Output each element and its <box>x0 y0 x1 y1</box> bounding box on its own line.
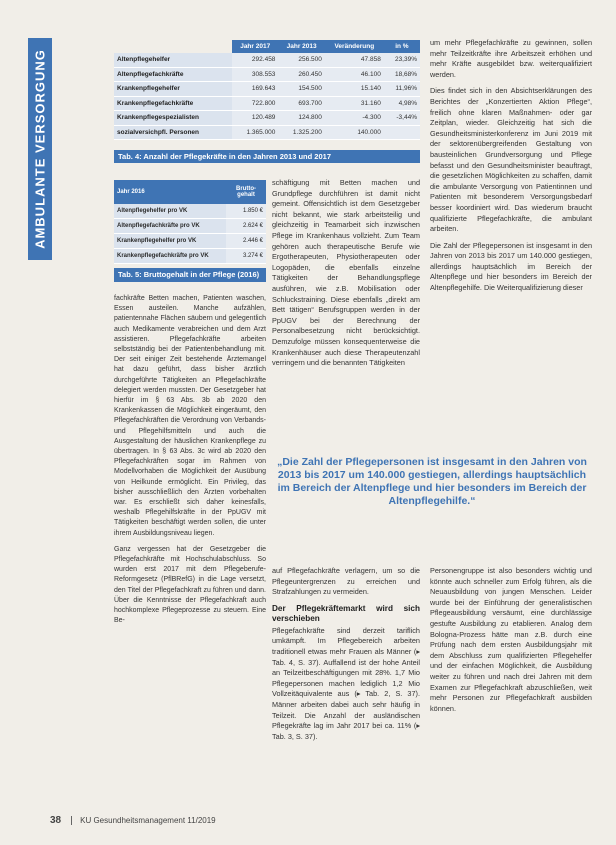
table-header-row <box>114 40 420 53</box>
table-row <box>114 82 420 97</box>
section-heading: Der Pflegekräftemarkt wird sich verschieben <box>272 603 420 623</box>
table-caregiver-count <box>114 40 420 140</box>
cell: 23,39% <box>384 53 420 67</box>
paragraph: Dies findet sich in den Absichtserklärungen des Berichtes der „Konzertierten Aktion Pflege“, freilich ohne klaren Maßnahmen- oder gar Zeitplan, wieder. Gleichzeitig hat sich die Gesundheitsministerkonferenz im Juni 2019 mit der sektorenübergreifenden Gestaltung von bausteinlichen Grundversorgung und Pflege befasst und den Gesundheitsminister beauftragt, die gesetzlichen Möglichkeiten zu schaffen, damit die ambulante Versorgung von Patientinnen und Patienten mit besonderem Versorgungsbedarf besser koordiniert wird. Das wiederum braucht qualifizierte Pflegefachkräfte, die ambulant arbeiten. <box>430 86 592 234</box>
cell: 2.446 € <box>226 234 266 249</box>
paragraph: um mehr Pflegefachkräfte zu gewinnen, sollen mehr Teilzeitkräfte ihre Arbeitszeit erhöhen und mehr Kräfte ausgebildet bzw. weiterqualifiziert werden. <box>430 38 592 79</box>
table-caption: Tab. 4: Anzahl der Pflegekräfte in den Jahren 2013 und 2017 <box>114 150 420 163</box>
table-header-cell: Jahr 2013 <box>278 40 324 53</box>
cell: 15.140 <box>325 82 384 97</box>
row-label: Altenpflegefachkräfte <box>114 67 232 82</box>
section-label: AMBULANTE VERSORGUNG <box>32 49 48 249</box>
paragraph: Die Zahl der Pflegepersonen ist insgesamt in den Jahren von 2013 bis 2017 um 140.000 gestiegen, allerdings hauptsächlich im Bereich der Altenpflege und hier besonders im Bereich der Altenpflegehilfe. Die Weiterqualifizierung dieser <box>430 240 592 293</box>
row-label: Krankenpflegespezialisten <box>114 111 232 126</box>
section-sidebar <box>28 38 52 260</box>
table-row <box>114 234 266 249</box>
row-label: Altenpflegehelfer <box>114 53 232 67</box>
paragraph: auf Pflegefachkräfte verlagern, um so die Pflegeuntergrenzen zu erreichen und Strafzahlungen zu vermeiden. <box>272 566 420 597</box>
cell: 1.365.000 <box>232 125 278 140</box>
text-column <box>272 566 420 748</box>
text-column <box>272 178 420 375</box>
row-label: Krankenpflegehelfer pro VK <box>114 234 226 249</box>
cell: -4.300 <box>325 111 384 126</box>
text-column <box>114 294 266 633</box>
table-header-cell: Jahr 2017 <box>232 40 278 53</box>
table-header-cell: in % <box>384 40 420 53</box>
table-row <box>114 96 420 111</box>
table-row <box>114 204 266 219</box>
cell: 256.500 <box>278 53 324 67</box>
journal-name: KU Gesundheitsmanagement 11/2019 <box>80 816 216 825</box>
row-label: Krankenpflegehelfer <box>114 82 232 97</box>
table-header-cell: Brutto-gehalt <box>226 180 266 204</box>
cell: 2.624 € <box>226 219 266 234</box>
row-label: Krankenpflegefachkräfte pro VK <box>114 249 226 264</box>
cell: 722.800 <box>232 96 278 111</box>
cell: 124.800 <box>278 111 324 126</box>
cell: -3,44% <box>384 111 420 126</box>
pull-quote: „Die Zahl der Pflegepersonen ist insgesamt in den Jahren von 2013 bis 2017 um 140.000 gestiegen, allerdings hauptsächlich im Bereich der Altenpflege und hier besonders im Bereich der Altenpflegehilfe.“ <box>277 456 587 507</box>
table-row <box>114 67 420 82</box>
table-row <box>114 125 420 140</box>
row-label: sozialversichpfl. Personen <box>114 125 232 140</box>
paragraph: schäftigung mit Betten machen und Grundpflege durchführen ist damit nicht gemeint. Offensichtlich ist dem Gesetzgeber nicht bekannt, wie stark arbeitsteilig und gleichzeitig in Teamarbeit sich inzwischen Pflege im Krankenhaus vollzieht. Zum Team gehören auch therapeutische Berufe wie Ergotherapeuten, Physiotherapeuten oder Logopäden, die ebenfalls einzelne Tätigkeiten der Behandlungspflege ausführen, wie z.B. Mobilisation oder Schluckstraining. Diese ebenfalls „direkt am Bett tätigen“ Berufsgruppen werden in der PpUGV bei der Berechnung der Personalbesetzung nicht berücksichtigt. Demzufolge müssen konsequenterweise die Krankenhäuser auch diese Therapeutenzahl verringern und die benannten Tätigkeiten <box>272 178 420 368</box>
text-column <box>430 566 592 720</box>
cell: 3.274 € <box>226 249 266 264</box>
cell: 18,68% <box>384 67 420 82</box>
paragraph: Ganz vergessen hat der Gesetzgeber die Pflegefachkräfte mit Hochschulabschluss. So wurden erst 2017 mit dem Pflegeberufe-Reformgesetz (PflBRefG) in die Lage versetzt, den Titel der Pflegefachkraft zu führen und dann. Über die Kenntnisse der Pflegefachkraft auch hochkomplexe Pflegeprozesse zu steuern. Eine Be- <box>114 545 266 625</box>
cell: 154.500 <box>278 82 324 97</box>
table-caption: Tab. 5: Bruttogehalt in der Pflege (2016) <box>114 268 266 282</box>
table-row <box>114 111 420 126</box>
cell: 46.100 <box>325 67 384 82</box>
cell: 120.489 <box>232 111 278 126</box>
table-header-cell: Veränderung <box>325 40 384 53</box>
cell: 31.160 <box>325 96 384 111</box>
table-row <box>114 249 266 264</box>
cell: 47.858 <box>325 53 384 67</box>
row-label: Altenpflegefachkräfte pro VK <box>114 219 226 234</box>
table-row <box>114 53 420 67</box>
table-header-cell: Jahr 2016 <box>114 180 226 204</box>
page-footer <box>50 815 216 826</box>
cell: 169.643 <box>232 82 278 97</box>
cell: 11,96% <box>384 82 420 97</box>
cell: 1.325.200 <box>278 125 324 140</box>
table-header-cell <box>114 40 232 53</box>
cell: 260.450 <box>278 67 324 82</box>
footer-divider <box>71 816 72 825</box>
table-header-row <box>114 180 266 204</box>
cell: 693.700 <box>278 96 324 111</box>
cell <box>384 125 420 140</box>
row-label: Altenpflegehelfer pro VK <box>114 204 226 219</box>
cell: 1.850 € <box>226 204 266 219</box>
row-label: Krankenpflegefachkräfte <box>114 96 232 111</box>
cell: 308.553 <box>232 67 278 82</box>
table-gross-salary <box>114 180 266 264</box>
page-number: 38 <box>50 815 62 826</box>
table-row <box>114 219 266 234</box>
cell: 4,98% <box>384 96 420 111</box>
paragraph: Pflegefachkräfte sind derzeit tariflich umkämpft. Im Pflegebereich arbeiten traditionell etwas mehr Frauen als Männer (▸ Tab. 4, S. 37). Auffallend ist der hohe Anteil an Teilzeitbeschäftigungen mit 28%. 1,7 Mio Pflegepersonen machen lediglich 1,2 Mio Vollzeitäquivalente aus (▸ Tab. 2, S. 37). Männer arbeiten dabei auch sehr häufig in Teilzeit. Die Anzahl der ausländischen Pflegekräfte lag im Jahr 2017 bei ca. 11% (▸ Tab. 3, S. 37). <box>272 625 420 741</box>
cell: 292.458 <box>232 53 278 67</box>
cell: 140.000 <box>325 125 384 140</box>
paragraph: Personengruppe ist also besonders wichtig und könnte auch schneller zum Erfolg führen, als die Neuausbildung von jungen Menschen. Leider wurde bei der Einführung der generalistischen Pflegeausbildung versäumt, eine durchlässige gestufte Ausbildung zu etablieren. Analog dem Bologna-Prozess hätte man z.B. durch eine Prüfung nach dem ersten Ausbildungsjahr mit dem Abschluss zum qualifizierten Pflegehelfer und der einfachen Möglichkeit, die Ausbildung weiter zu führen und nach drei Jahren mit dem Examen zur Pflegefachkraft abzuschließen, weit mehr Personen zur Pflegefachkraft ausbilden können. <box>430 566 592 713</box>
text-column <box>430 38 592 300</box>
paragraph: fachkräfte Betten machen, Patienten waschen, Essen austeilen. Manche aufzählen, patientennahe Flächen säubern und gelegentlich auch Medikamente verabreichen und dem Arzt assistieren. Pflegefachkräfte arbeiten selbstständig bei der Patientenbehandlung mit. Der seit einiger Zeit bestehende Ärztemangel hat dazu geführt, dass bisher ärztlich durchgeführte Tätigkeiten an Pflegefachkräfte delegiert werden mussten. Der Gesetzgeber hat hierfür im § 63 Abs. 3b ab 2020 den Krankenkassen die Möglichkeit eingeräumt, den Pflegefachkräften die Verordnung von Verbands- und Pflegehilfsmitteln und auch die Ausgestaltung der häuslichen Krankenpflege zu übertragen. In § 63 Abs. 3c wird ab 2020 den Pflegefachkräften sogar im Rahmen von Modellvorhaben die Möglichkeit der Ausübung von Heilkunde ermöglicht. Ein Privileg, das bisher ausschließlich den Ärzten vorbehalten war. Es erschließt sich daher keinesfalls, weshalb Pflegehilfskräfte in der PpUGV mit Tätigkeiten beschäftigt werden sollen, die unter ihrem Ausbildungsniveau liegen. <box>114 295 266 537</box>
